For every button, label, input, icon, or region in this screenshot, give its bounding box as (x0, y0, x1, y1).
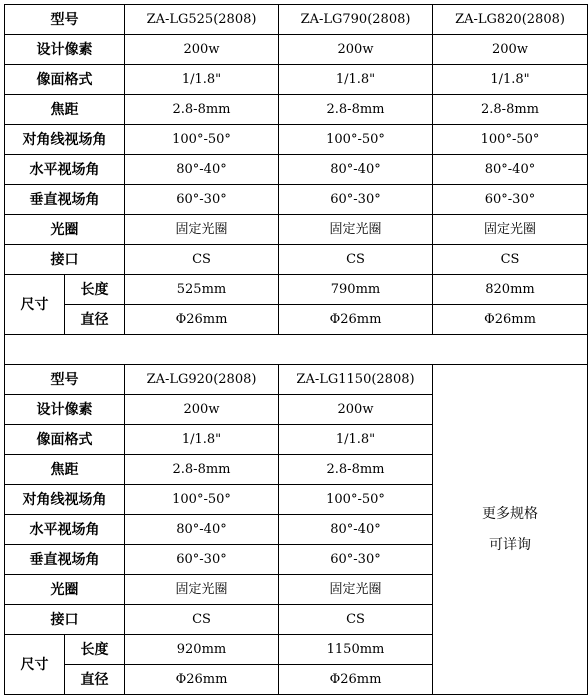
cell-pixels: 200w (279, 395, 433, 425)
label-vert: 垂直视场角 (5, 185, 125, 215)
cell-format: 1/1.8" (433, 65, 588, 95)
cell-diameter: Φ26mm (279, 305, 433, 335)
cell-diag: 100°-50° (125, 485, 279, 515)
label-horiz: 水平视场角 (5, 155, 125, 185)
label-mount: 接口 (5, 605, 125, 635)
spacer-cell (5, 335, 588, 365)
cell-horiz: 80°-40° (125, 515, 279, 545)
cell-pixels: 200w (125, 35, 279, 65)
label-pixels: 设计像素 (5, 35, 125, 65)
table1-row-horiz (5, 155, 588, 185)
label-model: 型号 (5, 365, 125, 395)
cell-mount: CS (279, 605, 433, 635)
spacer-row (5, 335, 588, 365)
more-specs-line1: 更多规格 (482, 505, 538, 522)
cell-length: 820mm (433, 275, 588, 305)
spec-table (4, 4, 588, 695)
label-focal: 焦距 (5, 455, 125, 485)
cell-horiz: 80°-40° (433, 155, 588, 185)
cell-format: 1/1.8" (125, 65, 279, 95)
table1-row-format (5, 65, 588, 95)
cell-aperture: 固定光圈 (125, 575, 279, 605)
cell-pixels: 200w (125, 395, 279, 425)
cell-length: 920mm (125, 635, 279, 665)
more-specs-note (433, 365, 588, 695)
cell-focal: 2.8-8mm (125, 95, 279, 125)
label-pixels: 设计像素 (5, 395, 125, 425)
label-diameter: 直径 (65, 665, 125, 695)
more-specs-line2: 可详询 (489, 536, 531, 553)
label-aperture: 光圈 (5, 575, 125, 605)
label-diag: 对角线视场角 (5, 485, 125, 515)
cell-focal: 2.8-8mm (125, 455, 279, 485)
cell-format: 1/1.8" (279, 65, 433, 95)
cell-vert: 60°-30° (125, 185, 279, 215)
label-vert: 垂直视场角 (5, 545, 125, 575)
cell-focal: 2.8-8mm (433, 95, 588, 125)
cell-model: ZA-LG790(2808) (279, 5, 433, 35)
label-diameter: 直径 (65, 305, 125, 335)
cell-model: ZA-LG920(2808) (125, 365, 279, 395)
label-length: 长度 (65, 275, 125, 305)
cell-vert: 60°-30° (279, 185, 433, 215)
cell-mount: CS (125, 605, 279, 635)
cell-diameter: Φ26mm (125, 305, 279, 335)
table1-row-aperture (5, 215, 588, 245)
cell-horiz: 80°-40° (279, 155, 433, 185)
cell-pixels: 200w (279, 35, 433, 65)
table1-row-length (5, 275, 588, 305)
table1-row-pixels (5, 35, 588, 65)
table1-row-mount (5, 245, 588, 275)
cell-model: ZA-LG1150(2808) (279, 365, 433, 395)
cell-aperture: 固定光圈 (125, 215, 279, 245)
table1-row-diag (5, 125, 588, 155)
cell-length: 1150mm (279, 635, 433, 665)
cell-aperture: 固定光圈 (279, 575, 433, 605)
cell-diag: 100°-50° (125, 125, 279, 155)
cell-focal: 2.8-8mm (279, 95, 433, 125)
table2-row-model (5, 365, 588, 395)
cell-format: 1/1.8" (125, 425, 279, 455)
cell-horiz: 80°-40° (125, 155, 279, 185)
cell-diameter: Φ26mm (125, 665, 279, 695)
cell-mount: CS (125, 245, 279, 275)
label-format: 像面格式 (5, 65, 125, 95)
label-mount: 接口 (5, 245, 125, 275)
cell-aperture: 固定光圈 (279, 215, 433, 245)
cell-diag: 100°-50° (279, 125, 433, 155)
cell-diag: 100°-50° (279, 485, 433, 515)
cell-format: 1/1.8" (279, 425, 433, 455)
label-aperture: 光圈 (5, 215, 125, 245)
cell-diameter: Φ26mm (279, 665, 433, 695)
cell-diag: 100°-50° (433, 125, 588, 155)
cell-diameter: Φ26mm (433, 305, 588, 335)
cell-length: 525mm (125, 275, 279, 305)
label-diag: 对角线视场角 (5, 125, 125, 155)
label-size: 尺寸 (5, 275, 65, 335)
cell-horiz: 80°-40° (279, 515, 433, 545)
cell-vert: 60°-30° (279, 545, 433, 575)
table1-row-focal (5, 95, 588, 125)
cell-model: ZA-LG525(2808) (125, 5, 279, 35)
label-length: 长度 (65, 635, 125, 665)
table1-row-diameter (5, 305, 588, 335)
label-horiz: 水平视场角 (5, 515, 125, 545)
cell-model: ZA-LG820(2808) (433, 5, 588, 35)
cell-mount: CS (433, 245, 588, 275)
cell-pixels: 200w (433, 35, 588, 65)
cell-focal: 2.8-8mm (279, 455, 433, 485)
cell-vert: 60°-30° (125, 545, 279, 575)
table1-row-model (5, 5, 588, 35)
label-size: 尺寸 (5, 635, 65, 695)
table1-row-vert (5, 185, 588, 215)
label-model: 型号 (5, 5, 125, 35)
cell-vert: 60°-30° (433, 185, 588, 215)
cell-length: 790mm (279, 275, 433, 305)
cell-aperture: 固定光圈 (433, 215, 588, 245)
cell-mount: CS (279, 245, 433, 275)
label-format: 像面格式 (5, 425, 125, 455)
label-focal: 焦距 (5, 95, 125, 125)
